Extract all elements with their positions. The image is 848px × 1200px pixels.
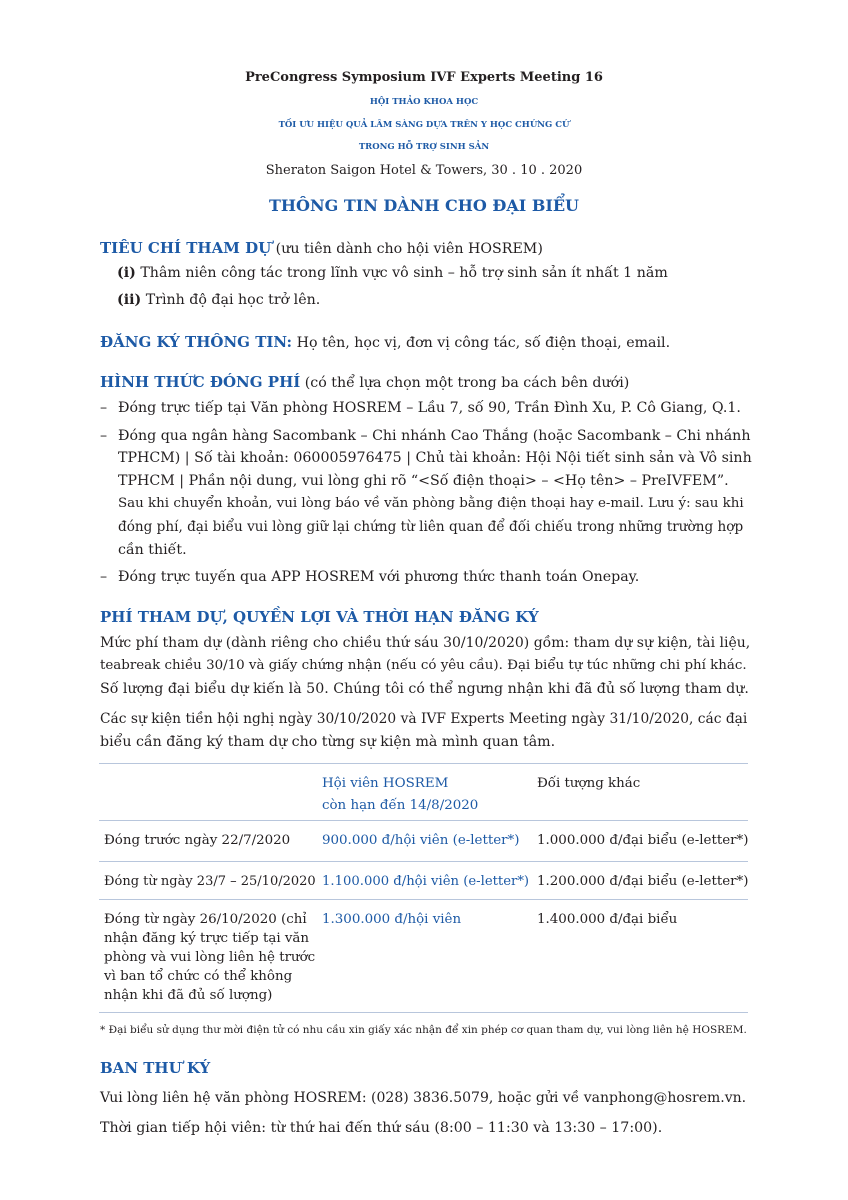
row-1-member: 900.000 đ/hội viên (e-letter*) [322, 833, 520, 848]
table-rule [99, 763, 748, 764]
row-1-period: Đóng trước ngày 22/7/2020 [104, 833, 291, 848]
payment-item-2-line-2: TPHCM) | Số tài khoản: 060005976475 | Chủ tài khoản: Hội Nội tiết sinh sản và Vô sinh [118, 450, 752, 466]
row-3-member: 1.300.000 đ/hội viên [322, 912, 462, 927]
payment-item-3: Đóng trực tuyến qua APP HOSREM với phương thức thanh toán Onepay. [118, 569, 640, 585]
table-header-other: Đối tượng khác [537, 776, 641, 791]
fees-para2-line-2: biểu cần đăng ký tham dự cho từng sự kiện mà mình quan tâm. [100, 734, 556, 750]
venue: Sheraton Saigon Hotel & Towers, 30 . 10 . 2020 [265, 163, 583, 178]
table-header-member-1: Hội viên HOSREM [322, 776, 449, 791]
row-3-period-5: nhận khi đã đủ số lượng) [104, 988, 273, 1003]
secretariat-heading: BAN THƯ KÝ [100, 1059, 211, 1077]
table-header-member-2: còn hạn đến 14/8/2020 [322, 798, 479, 813]
criteria-heading-line [100, 239, 543, 257]
dash-3: – [100, 569, 108, 585]
fees-para2-line-1: Các sự kiện tiền hội nghị ngày 30/10/2020 và IVF Experts Meeting ngày 31/10/2020, các đại [100, 711, 748, 727]
table-rule [99, 820, 748, 821]
table-rule [99, 861, 748, 862]
main-title: THÔNG TIN DÀNH CHO ĐẠI BIỂU [269, 196, 579, 215]
title-line-1: HỘI THẢO KHOA HỌC [369, 97, 479, 107]
title-line-2: TỐI ƯU HIỆU QUẢ LÂM SÀNG DỰA TRÊN Y HỌC CHỨNG CỨ [278, 120, 570, 130]
payment-item-2-line-1: Đóng qua ngân hàng Sacombank – Chi nhánh Cao Thắng (hoặc Sacombank – Chi nhánh [118, 428, 751, 444]
row-2-member: 1.100.000 đ/hội viên (e-letter*) [322, 874, 530, 889]
payment-heading-note: (có thể lựa chọn một trong ba cách bên dưới) [300, 375, 630, 391]
criteria-heading-note: (ưu tiên dành cho hội viên HOSREM) [271, 241, 543, 257]
register-line [100, 333, 670, 351]
row-1-other: 1.000.000 đ/đại biểu (e-letter*) [537, 833, 749, 848]
dash-1: – [100, 400, 108, 416]
fees-heading: PHÍ THAM DỰ, QUYỀN LỢI VÀ THỜI HẠN ĐĂNG KÝ [100, 608, 539, 626]
payment-item-2-line-6: cần thiết. [118, 542, 187, 558]
criteria-item-1-text: Thâm niên công tác trong lĩnh vực vô sinh – hỗ trợ sinh sản ít nhất 1 năm [135, 265, 668, 281]
payment-heading: HÌNH THỨC ĐÓNG PHÍ [100, 373, 301, 391]
fees-para1-line-1: Mức phí tham dự (dành riêng cho chiều thứ sáu 30/10/2020) gồm: tham dự sự kiện, tài liệu, [100, 635, 751, 651]
dash-2: – [100, 428, 108, 444]
criteria-item-2-text: Trình độ đại học trở lên. [141, 292, 321, 308]
footnote: * Đại biểu sử dụng thư mời điện tử có nhu cầu xin giấy xác nhận để xin phép cơ quan tham dự, vui lòng liên hệ HOSREM. [100, 1024, 747, 1036]
row-3-period-2: nhận đăng ký trực tiếp tại văn [104, 931, 310, 946]
payment-item-1: Đóng trực tiếp tại Văn phòng HOSREM – Lầu 7, số 90, Trần Đình Xu, P. Cô Giang, Q.1. [118, 400, 741, 416]
row-2-other: 1.200.000 đ/đại biểu (e-letter*) [537, 874, 749, 889]
row-3-period-1: Đóng từ ngày 26/10/2020 (chỉ [104, 912, 307, 927]
secretariat-line-2: Thời gian tiếp hội viên: từ thứ hai đến thứ sáu (8:00 – 11:30 và 13:30 – 17:00). [100, 1120, 663, 1136]
payment-item-2-line-3: TPHCM | Phần nội dung, vui lòng ghi rõ “<Số điện thoại> – <Họ tên> – PreIVFEM”. [118, 473, 729, 489]
payment-heading-line [100, 373, 629, 391]
row-3-other: 1.400.000 đ/đại biểu [537, 912, 678, 927]
title-line-3: TRONG HỖ TRỢ SINH SẢN [358, 142, 490, 152]
row-3-period-3: phòng và vui lòng liên hệ trước [104, 950, 316, 965]
payment-item-2-line-5: đóng phí, đại biểu vui lòng giữ lại chứng từ liên quan để đối chiếu trong những trường hợp [118, 519, 744, 535]
criteria-item-1-num: (i) [117, 265, 136, 281]
secretariat-line-1: Vui lòng liên hệ văn phòng HOSREM: (028) 3836.5079, hoặc gửi về vanphong@hosrem.vn. [100, 1090, 747, 1106]
table-rule [99, 899, 748, 900]
payment-item-2-line-4: Sau khi chuyển khoản, vui lòng báo về văn phòng bằng điện thoại hay e-mail. Lưu ý: sau khi [118, 496, 744, 511]
row-2-period: Đóng từ ngày 23/7 – 25/10/2020 [104, 874, 316, 889]
fees-para1-line-3: Số lượng đại biểu dự kiến là 50. Chúng tôi có thể ngưng nhận khi đã đủ số lượng tham dự. [100, 681, 749, 697]
register-text: Họ tên, học vị, đơn vị công tác, số điện thoại, email. [292, 335, 671, 351]
criteria-heading: TIÊU CHÍ THAM DỰ [100, 239, 272, 257]
register-heading: ĐĂNG KÝ THÔNG TIN: [100, 333, 293, 351]
criteria-item-2 [117, 292, 320, 308]
event-name: PreCongress Symposium IVF Experts Meeting 16 [245, 70, 603, 85]
criteria-item-1 [117, 265, 668, 281]
criteria-item-2-num: (ii) [117, 292, 142, 308]
row-3-period-4: vì ban tổ chức có thể không [104, 969, 293, 984]
table-rule [99, 1012, 748, 1013]
fees-para1-line-2: teabreak chiều 30/10 và giấy chứng nhận (nếu có yêu cầu). Đại biểu tự túc những chi phí khác. [100, 658, 747, 673]
